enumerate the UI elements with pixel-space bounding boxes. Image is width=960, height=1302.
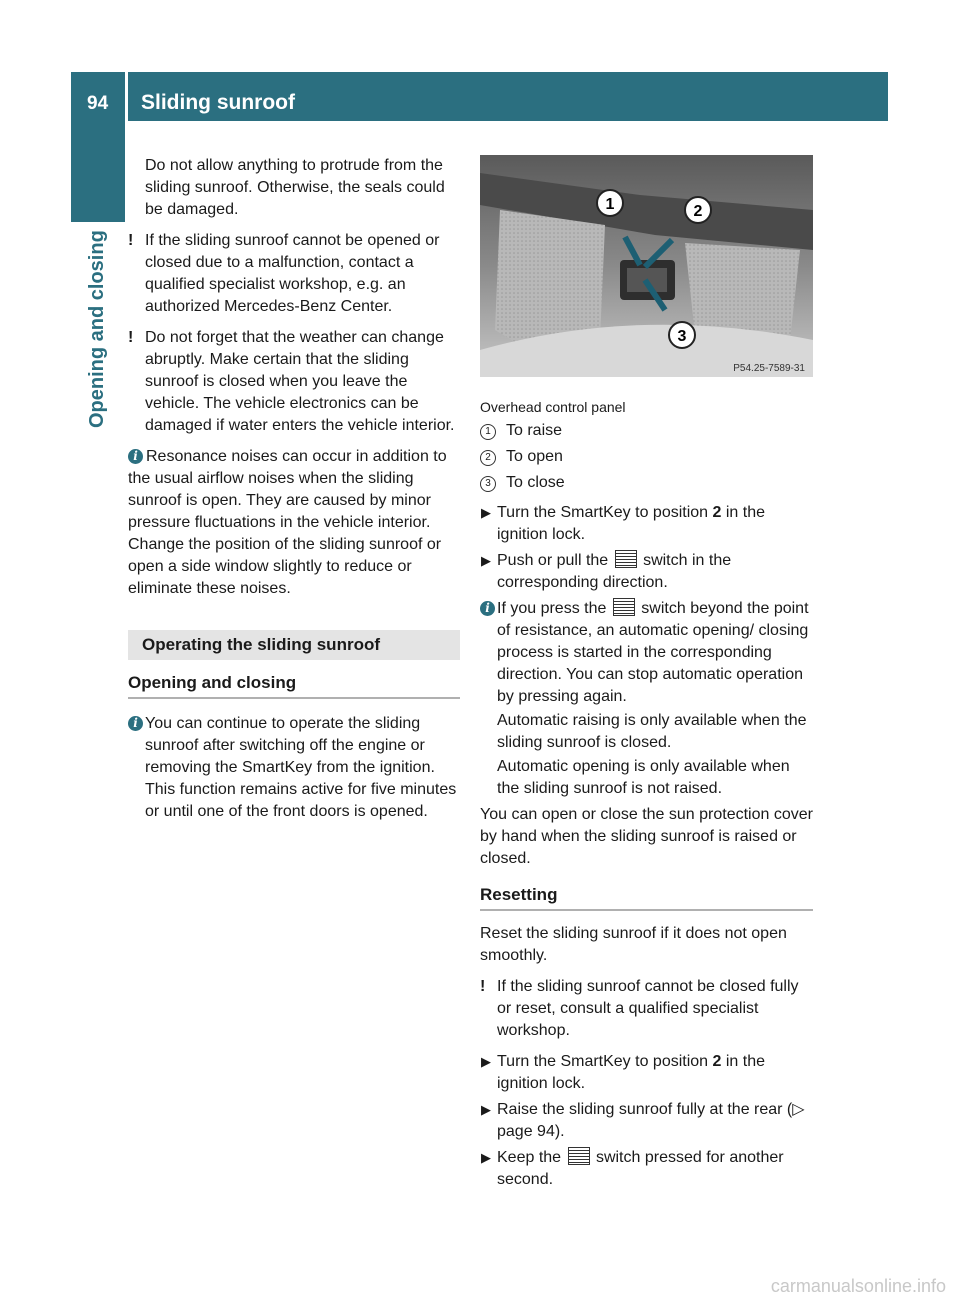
info-text: switch beyond the point of resistance, an automatic opening/ closing process is started in the corresponding direction. You can stop automatic operation by pressing again.	[497, 600, 809, 705]
step-position: 2	[712, 1053, 722, 1070]
legend-number: 3	[480, 476, 496, 492]
step-text: switch in the corresponding direction.	[497, 552, 732, 591]
warning-text: If the sliding sunroof cannot be closed fully or reset, consult a qualified specialist workshop.	[497, 978, 799, 1039]
info-text: Resonance noises can occur in addition to the usual airflow noises when the sliding sunroof is open. They are caused by minor pressure fluctuations in the vehicle interior. Change the position of the sliding sunroof or open a side window slightly to reduce or eliminate these noises.	[128, 448, 447, 597]
legend-item	[480, 472, 813, 494]
subheading: Resetting	[480, 884, 813, 911]
paragraph: You can open or close the sun protection cover by hand when the sliding sunroof is raised or closed.	[480, 806, 813, 867]
info-icon: i	[128, 449, 143, 464]
section-title: Operating the sliding sunroof	[128, 630, 460, 660]
side-tab	[71, 121, 125, 222]
info-text: Automatic raising is only available when the sliding sunroof is closed.	[497, 712, 807, 751]
subheading: Opening and closing	[128, 672, 460, 699]
warning-text: If the sliding sunroof cannot be opened or closed due to a malfunction, contact a qualified specialist workshop, e.g. an authorized Mercedes-Benz Center.	[145, 232, 440, 315]
step	[480, 502, 813, 546]
info-text: You can continue to operate the sliding sunroof after switching off the engine or removing the SmartKey from the ignition. This function remains active for five minutes or until one of the front doors is opened.	[145, 715, 457, 820]
step	[480, 1099, 813, 1143]
step-text: Turn the SmartKey to position	[497, 504, 713, 521]
warning-note	[128, 230, 460, 318]
warning-note	[128, 327, 460, 437]
step-text: in the ignition lock.	[497, 1053, 766, 1092]
step-position: 2	[712, 504, 722, 521]
step-arrow-icon: ▶	[481, 1102, 491, 1117]
page-header	[71, 72, 888, 121]
page-number: 94	[87, 93, 109, 114]
info-note	[128, 713, 460, 823]
info-icon: i	[480, 601, 495, 616]
legend-text: To raise	[506, 422, 563, 439]
header-divider	[125, 72, 128, 121]
warning-icon: !	[128, 232, 134, 249]
step-arrow-icon: ▶	[481, 1054, 491, 1069]
warning-icon: !	[480, 978, 486, 995]
right-column	[480, 155, 813, 1191]
step-text: Raise the sliding sunroof fully at the rear (▷ page 94).	[497, 1101, 805, 1140]
paragraph: Do not allow anything to protrude from the sliding sunroof. Otherwise, the seals could be damaged.	[145, 157, 445, 218]
figure-code: P54.25-7589-31	[733, 363, 805, 374]
legend-number: 2	[480, 450, 496, 466]
step-text: Keep the	[497, 1149, 566, 1166]
page-title: Sliding sunroof	[141, 91, 295, 114]
step-text: switch pressed for another second.	[497, 1149, 784, 1188]
watermark: carmanualsonline.info	[770, 1276, 946, 1296]
step-text: Push or pull the	[497, 552, 613, 569]
figure-caption: Overhead control panel	[480, 399, 626, 415]
warning-icon: !	[128, 329, 134, 346]
step-arrow-icon: ▶	[481, 553, 491, 568]
paragraph: Reset the sliding sunroof if it does not open smoothly.	[480, 925, 787, 964]
callout-2-label: 2	[693, 203, 703, 220]
warning-note	[480, 976, 813, 1042]
step-text: in the ignition lock.	[497, 504, 766, 543]
legend-text: To open	[506, 448, 563, 465]
info-text: If you press the	[497, 600, 611, 617]
callout-3-label: 3	[677, 328, 687, 345]
legend-item	[480, 446, 813, 468]
info-text: Automatic opening is only available when the sliding sunroof is not raised.	[497, 758, 790, 797]
switch-icon	[613, 598, 635, 616]
step-arrow-icon: ▶	[481, 505, 491, 520]
info-note	[128, 446, 460, 600]
step	[480, 1147, 813, 1191]
legend-text: To close	[506, 474, 565, 491]
overhead-panel-figure	[480, 155, 813, 377]
switch-icon	[615, 550, 637, 568]
info-note	[480, 598, 813, 800]
left-column	[128, 155, 460, 832]
info-icon: i	[128, 716, 143, 731]
step	[480, 1051, 813, 1095]
step-text: Turn the SmartKey to position	[497, 1053, 713, 1070]
side-tab-label: Opening and closing	[86, 230, 108, 428]
switch-icon	[568, 1147, 590, 1165]
callout-1-label: 1	[605, 196, 615, 213]
warning-text: Do not forget that the weather can change abruptly. Make certain that the sliding sunroof is closed when you leave the vehicle. The vehicle electronics can be damaged if water enters the vehicle interior.	[145, 329, 455, 434]
step	[480, 550, 813, 594]
legend-item	[480, 420, 813, 442]
legend-number: 1	[480, 424, 496, 440]
step-arrow-icon: ▶	[481, 1150, 491, 1165]
